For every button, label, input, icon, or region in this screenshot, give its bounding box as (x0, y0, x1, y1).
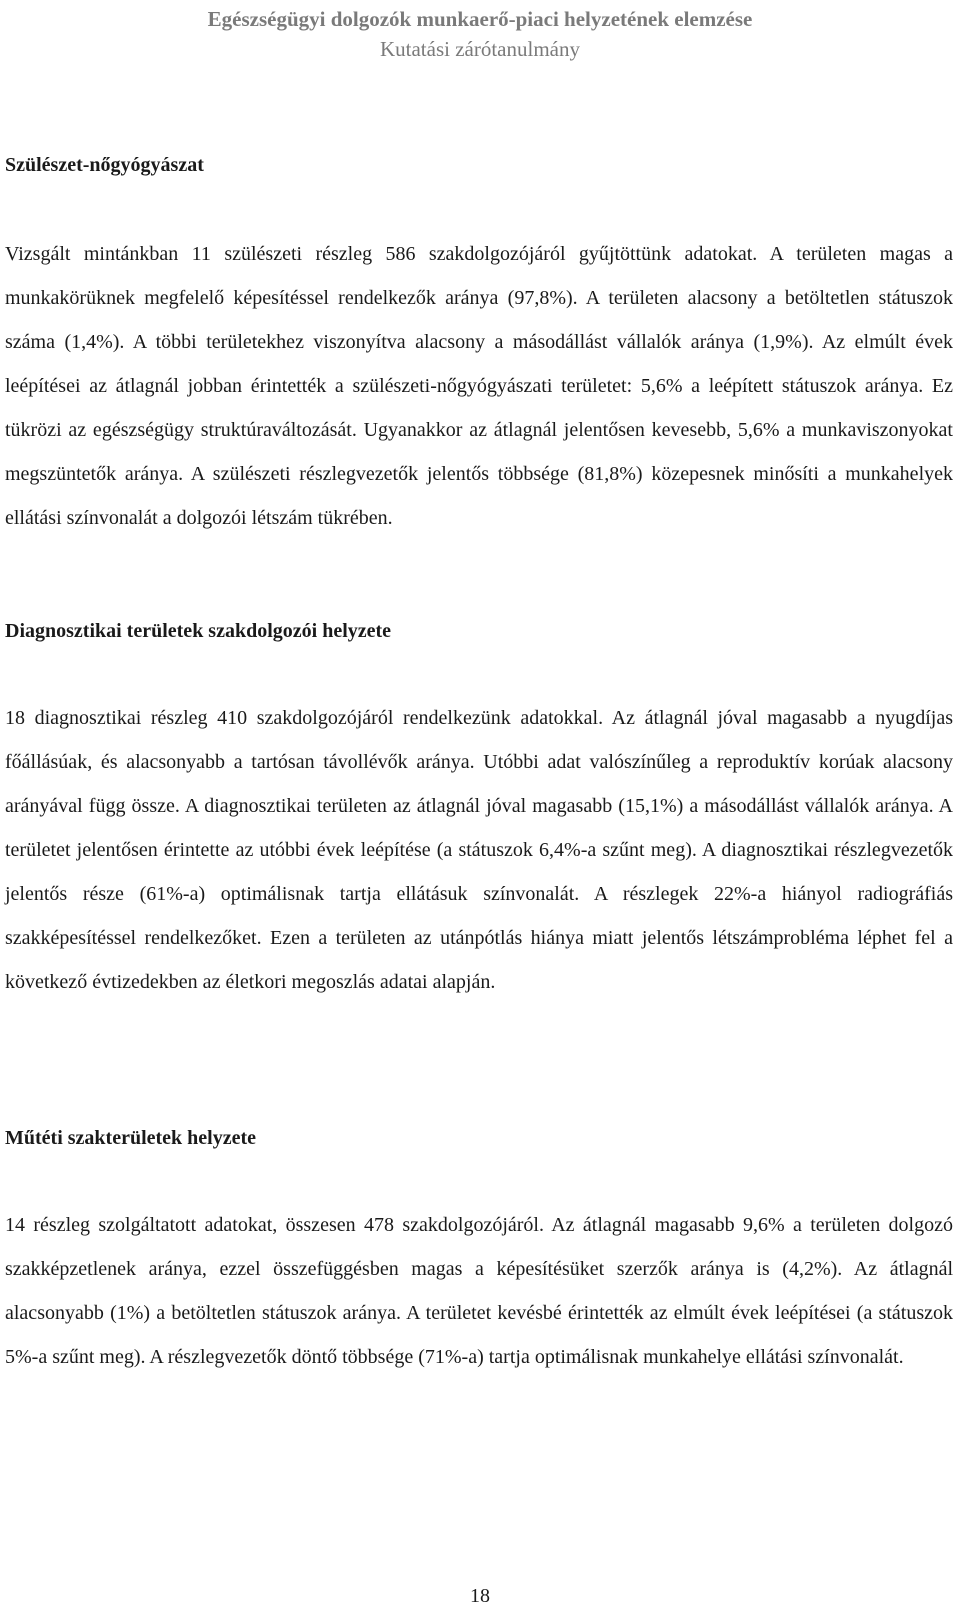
section-heading-szuleszet: Szülészet-nőgyógyászat (5, 154, 204, 176)
document-subtitle: Kutatási zárótanulmány (379, 37, 580, 61)
document-title: Egészségügyi dolgozók munkaerő-piaci helyzetének elemzése (207, 7, 753, 31)
section-paragraph-mutet: 14 részleg szolgáltatott adatokat, összesen 478 szakdolgozójáról. Az átlagnál magasabb 9,6% a területen dolgozó szakképzetlenek aránya, ezzel összefüggésben magas a képesítésüket szerzők aránya is (4,2%). Az átlagnál alacsonyabb (1%) a betöltetlen státuszok aránya. A területet kevésbé érintették az elmúlt évek leépítései (a státuszok 5%-a szűnt meg). A részlegvezetők döntő többsége (71%-a) tartja optimálisnak munkahelye ellátási színvonalát. (5, 1214, 953, 1368)
section-heading-diagnosztika: Diagnosztikai területek szakdolgozói helyzete (5, 620, 392, 642)
page-number: 18 (470, 1585, 490, 1607)
section-paragraph-diagnosztika: 18 diagnosztikai részleg 410 szakdolgozójáról rendelkezünk adatokkal. Az átlagnál jóval magasabb a nyugdíjas főállásúak, és alacsonyabb a tartósan távollévők aránya. Utóbbi adat valószínűleg a reproduktív korúak alacsony arányával függ össze. A diagnosztikai területen az átlagnál jóval magasabb (15,1%) a másodállást vállalók aránya. A területet jelentősen érintette az utóbbi évek leépítése (a státuszok 6,4%-a szűnt meg). A diagnosztikai részlegvezetők jelentős része (61%-a) optimálisnak tartja ellátásuk színvonalát. A részlegek 22%-a hiányol radiográfiás szakképesítéssel rendelkezőket. Ezen a területen az utánpótlás hiánya miatt jelentős létszámprobléma léphet fel a következő évtizedekben az életkori megoszlás adatai alapján. (5, 707, 953, 993)
page-header (0, 4, 960, 64)
section-heading-mutet: Műtéti szakterületek helyzete (5, 1127, 257, 1149)
section-paragraph-szuleszet: Vizsgált mintánkban 11 szülészeti részleg 586 szakdolgozójáról gyűjtöttünk adatokat. A területen magas a munkakörüknek megfelelő képesítéssel rendelkezők aránya (97,8%). A területen alacsony a betöltetlen státuszok száma (1,4%). A többi területekhez viszonyítva alacsony a másodállást vállalók aránya (1,9%). Az elmúlt évek leépítései az átlagnál jobban érintették a szülészeti-nőgyógyászati területet: 5,6% a leépített státuszok aránya. Ez tükrözi az egészségügy struktúraváltozását. Ugyanakkor az átlagnál jelentősen kevesebb, 5,6% a munkaviszonyokat megszüntetők aránya. A szülészeti részlegvezetők jelentős többsége (81,8%) közepesnek minősíti a munkahelyek ellátási színvonalát a dolgozói létszám tükrében. (5, 243, 953, 529)
